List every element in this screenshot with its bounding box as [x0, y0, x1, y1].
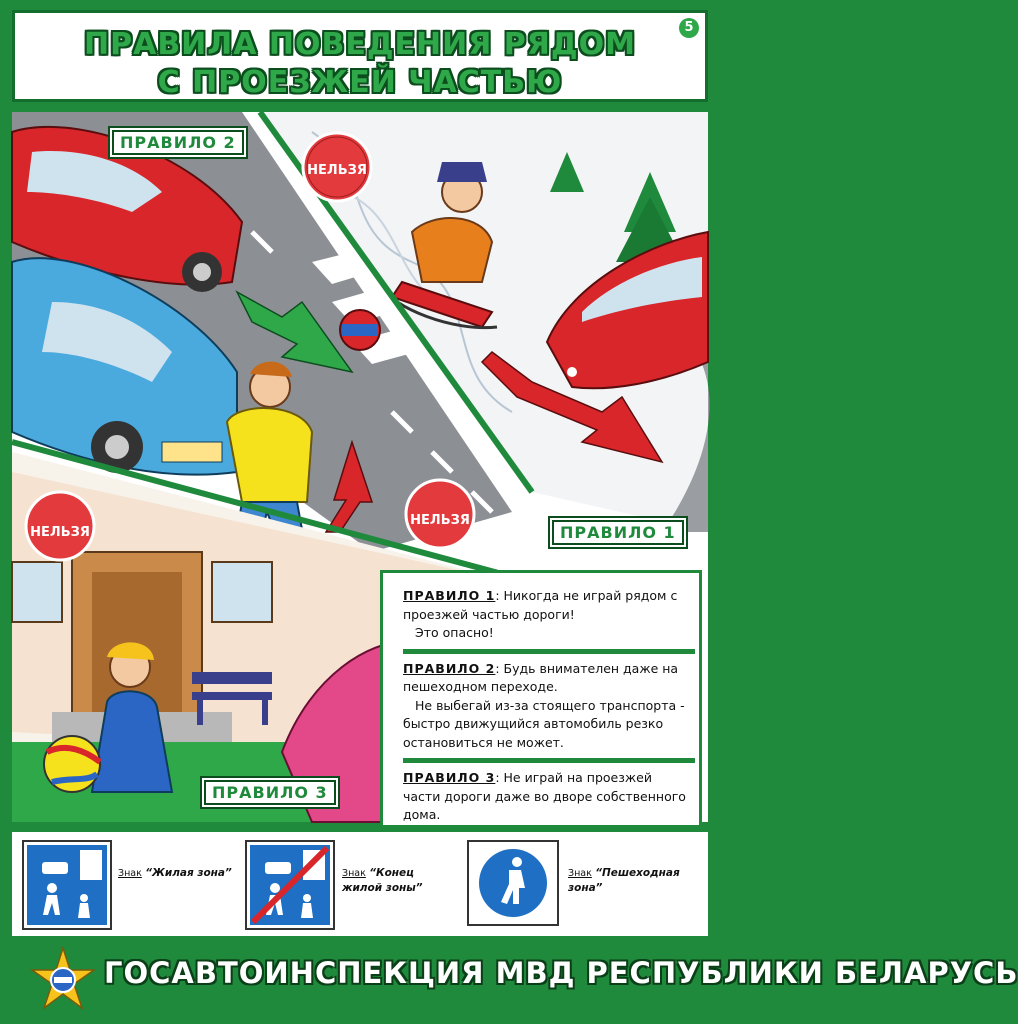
rules-text-box	[380, 570, 702, 828]
rule-3-text	[403, 769, 689, 825]
sign-3-prefix: Знак	[568, 868, 592, 879]
forbidden-text-3: НЕЛЬЗЯ	[30, 525, 90, 540]
rule-3-head: ПРАВИЛО 3	[403, 770, 496, 785]
rules-separator	[403, 758, 695, 763]
sign-2-name: “Конец жилой зоны”	[342, 867, 423, 894]
rule-2-text	[403, 660, 689, 753]
sign-1-prefix: Знак	[118, 868, 142, 879]
title-box	[12, 10, 708, 102]
road-signs-strip	[12, 832, 708, 936]
rule-1-head: ПРАВИЛО 1	[403, 588, 496, 603]
forbidden-text-1: НЕЛЬЗЯ	[307, 163, 367, 178]
rule-2-head: ПРАВИЛО 2	[403, 660, 496, 676]
rule-1-note: Это опасно!	[415, 625, 494, 640]
title-line-1: ПРАВИЛА ПОВЕДЕНИЯ РЯДОМ	[84, 27, 636, 62]
gai-emblem-icon	[30, 946, 96, 1012]
sign-1-caption	[118, 866, 232, 881]
rule-1-label: ПРАВИЛО 1	[552, 520, 684, 545]
rule-2-body: : Будь внимателен даже на пешеходном переходе.	[403, 660, 679, 694]
page-number-badge: 5	[679, 18, 699, 38]
title-line-2: С ПРОЕЗЖЕЙ ЧАСТЬЮ	[157, 65, 563, 100]
sign-3-caption	[568, 866, 708, 895]
forbidden-badge-1	[303, 133, 371, 201]
footer-org-name: ГОСАВТОИНСПЕКЦИЯ МВД РЕСПУБЛИКИ БЕЛАРУСЬ	[104, 956, 1018, 990]
rule-2-label: ПРАВИЛО 2	[112, 130, 244, 155]
pedestrian-zone-sign-icon	[467, 840, 559, 926]
rule-3-body: : Не играй на проезжей части дороги даже во дворе собственного дома.	[403, 770, 686, 822]
end-living-zone-sign-icon	[245, 840, 335, 930]
forbidden-badge-2	[406, 480, 474, 548]
sign-1-name: “Жилая зона”	[145, 867, 232, 879]
rule-1-body: : Никогда не играй рядом с проезжей частью дороги!	[403, 588, 678, 622]
no-entry-sign-icon	[340, 310, 380, 350]
rule-2-note: Не выбегай из-за стоящего транспорта - быстро движущийся автомобиль резко остановиться не может.	[403, 697, 685, 750]
sign-3-name: “Пешеходная зона”	[568, 867, 680, 894]
sign-2-caption	[342, 866, 452, 895]
rules-separator	[403, 649, 695, 654]
forbidden-text-2: НЕЛЬЗЯ	[410, 513, 470, 528]
rule-3-label: ПРАВИЛО 3	[204, 780, 336, 805]
living-zone-sign-icon	[22, 840, 112, 930]
rule-1-text	[403, 587, 689, 643]
forbidden-badge-3	[26, 492, 94, 560]
sign-2-prefix: Знак	[342, 868, 366, 879]
